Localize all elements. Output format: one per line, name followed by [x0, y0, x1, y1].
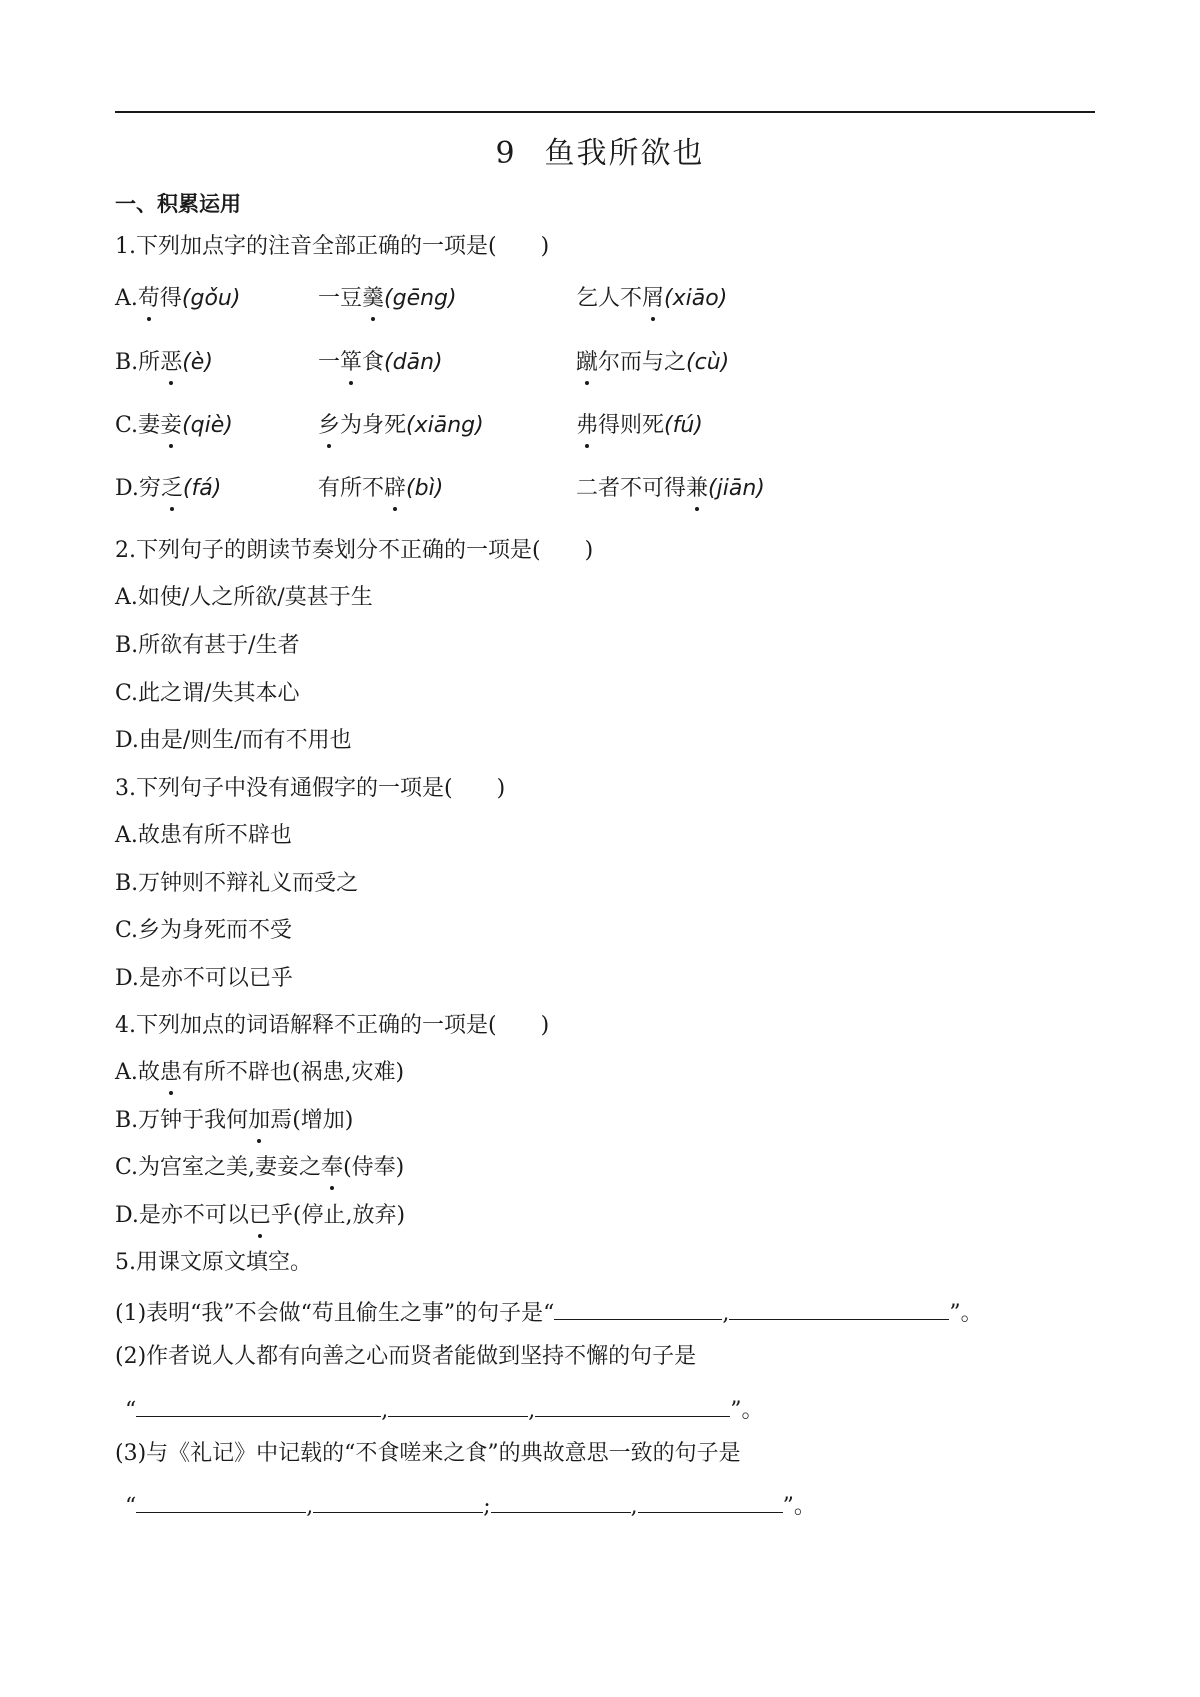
pinyin: (xiāo) — [664, 286, 728, 311]
q5-stem: 5.用课文原文填空。 — [115, 1250, 312, 1275]
option-text: 食 — [362, 350, 385, 375]
q1-stem: 1.下列加点字的注音全部正确的一项是( ) — [115, 234, 550, 259]
dotted-char: 恶 — [160, 348, 182, 378]
q5-sub2: (2)作者说人人都有向善之心而贤者能做到坚持不懈的句子是 — [115, 1344, 697, 1369]
dotted-char: 妾 — [160, 411, 182, 441]
option-text: 二者不可得 — [576, 476, 687, 501]
option-text: 为身死 — [340, 413, 407, 438]
option-text: 一豆 — [318, 286, 363, 311]
pinyin: (jiān) — [708, 476, 765, 501]
q2-option-b: B.所欲有甚于/生者 — [115, 633, 300, 658]
fill-blank[interactable] — [136, 1392, 381, 1417]
q3-option-c: C.乡为身死而不受 — [115, 918, 293, 943]
q3-stem: 3.下列句子中没有通假字的一项是( ) — [115, 776, 506, 801]
fill-blank[interactable] — [554, 1295, 722, 1320]
dotted-char: 苟 — [138, 284, 160, 314]
fill-blank[interactable] — [729, 1295, 949, 1320]
dotted-char: 兼 — [686, 474, 708, 504]
lesson-title — [0, 128, 1200, 172]
section-heading: 一、积累运用 — [115, 192, 241, 216]
q1-option-b-item-3 — [576, 348, 729, 378]
q4-option-c: C.为宫室之美,妻妾之奉(侍奉) — [115, 1153, 404, 1183]
q3-option-b: B.万钟则不辩礼义而受之 — [115, 871, 359, 896]
option-text: 乞人不 — [576, 286, 643, 311]
q3-option-d: D.是亦不可以已乎 — [115, 966, 293, 991]
option-text: 一 — [318, 350, 341, 375]
dotted-char: 乏 — [161, 474, 183, 504]
option-text: 所 — [138, 350, 161, 375]
q1-option-a-item-3 — [576, 284, 727, 314]
q2-option-d: D.由是/则生/而有不用也 — [115, 728, 352, 753]
q3-option-a: A.故患有所不辟也 — [115, 823, 292, 848]
q5-sub3-blanks: “ , ; , ”。 — [125, 1488, 816, 1522]
dotted-char: 蹴 — [576, 348, 598, 378]
fill-blank[interactable] — [313, 1488, 483, 1513]
dotted-char: 辟 — [384, 474, 406, 504]
q5-sub2-blanks: “ , , ”。 — [125, 1392, 764, 1426]
q5-sub3: (3)与《礼记》中记载的“不食嗟来之食”的典故意思一致的句子是 — [115, 1441, 741, 1466]
q4-option-a: A.故患有所不辟也(祸患,灾难) — [115, 1058, 404, 1088]
option-text: 尔而与之 — [598, 350, 687, 375]
q1-option-a-item-1 — [115, 284, 240, 314]
fill-blank[interactable] — [388, 1392, 528, 1417]
pinyin: (fú) — [664, 413, 703, 438]
q1-option-c-item-2 — [318, 411, 484, 441]
header-rule — [115, 111, 1095, 113]
dotted-char: 患 — [160, 1058, 182, 1088]
dotted-char: 箪 — [340, 348, 362, 378]
dotted-char: 羹 — [362, 284, 384, 314]
pinyin: (bì) — [406, 476, 444, 501]
fill-blank[interactable] — [491, 1488, 631, 1513]
option-text: 得则死 — [598, 413, 665, 438]
q1-option-d-item-2 — [318, 474, 443, 504]
q2-stem: 2.下列句子的朗读节奏划分不正确的一项是( ) — [115, 538, 594, 563]
dotted-char: 屑 — [642, 284, 664, 314]
dotted-char: 乡 — [318, 411, 340, 441]
pinyin: (è) — [182, 350, 213, 375]
lesson-number: 9 — [495, 136, 517, 171]
pinyin: (qiè) — [182, 413, 233, 438]
q5-sub1: (1)表明“我”不会做“苟且偷生之事”的句子是“ , ”。 — [115, 1295, 983, 1329]
q1-option-c-item-3 — [576, 411, 703, 441]
q2-option-c: C.此之谓/失其本心 — [115, 681, 300, 706]
q1-option-c-item-1 — [115, 411, 233, 441]
q4-stem: 4.下列加点的词语解释不正确的一项是( ) — [115, 1013, 550, 1038]
option-text: 妻 — [138, 413, 161, 438]
pinyin: (fá) — [182, 476, 222, 501]
pinyin: (gǒu) — [181, 286, 241, 311]
dotted-char: 已 — [249, 1201, 271, 1231]
fill-blank[interactable] — [638, 1488, 783, 1513]
fill-blank[interactable] — [535, 1392, 730, 1417]
option-label: B. — [115, 350, 139, 375]
option-label: C. — [115, 413, 139, 438]
pinyin: (dān) — [384, 350, 443, 375]
lesson-title-text: 鱼我所欲也 — [544, 136, 705, 171]
fill-blank[interactable] — [136, 1488, 306, 1513]
pinyin: (gēng) — [384, 286, 457, 311]
q1-option-a-item-2 — [318, 284, 457, 314]
q4-option-b: B.万钟于我何加焉(增加) — [115, 1106, 353, 1136]
q2-option-a: A.如使/人之所欲/莫甚于生 — [115, 585, 373, 610]
option-text: 得 — [159, 286, 182, 311]
q1-option-d-item-3 — [576, 474, 765, 504]
pinyin: (cù) — [686, 350, 730, 375]
dotted-char: 奉 — [321, 1153, 343, 1183]
q4-option-d: D.是亦不可以已乎(停止,放弃) — [115, 1201, 405, 1231]
q1-option-d-item-1 — [115, 474, 221, 504]
dotted-char: 弗 — [576, 411, 598, 441]
option-label: A. — [115, 286, 138, 311]
option-text: 穷 — [138, 476, 161, 501]
dotted-char: 加 — [248, 1106, 270, 1136]
q1-option-b-item-1 — [115, 348, 213, 378]
q1-option-b-item-2 — [318, 348, 443, 378]
pinyin: (xiāng) — [406, 413, 484, 438]
option-text: 有所不 — [318, 476, 385, 501]
option-label: D. — [115, 476, 139, 501]
